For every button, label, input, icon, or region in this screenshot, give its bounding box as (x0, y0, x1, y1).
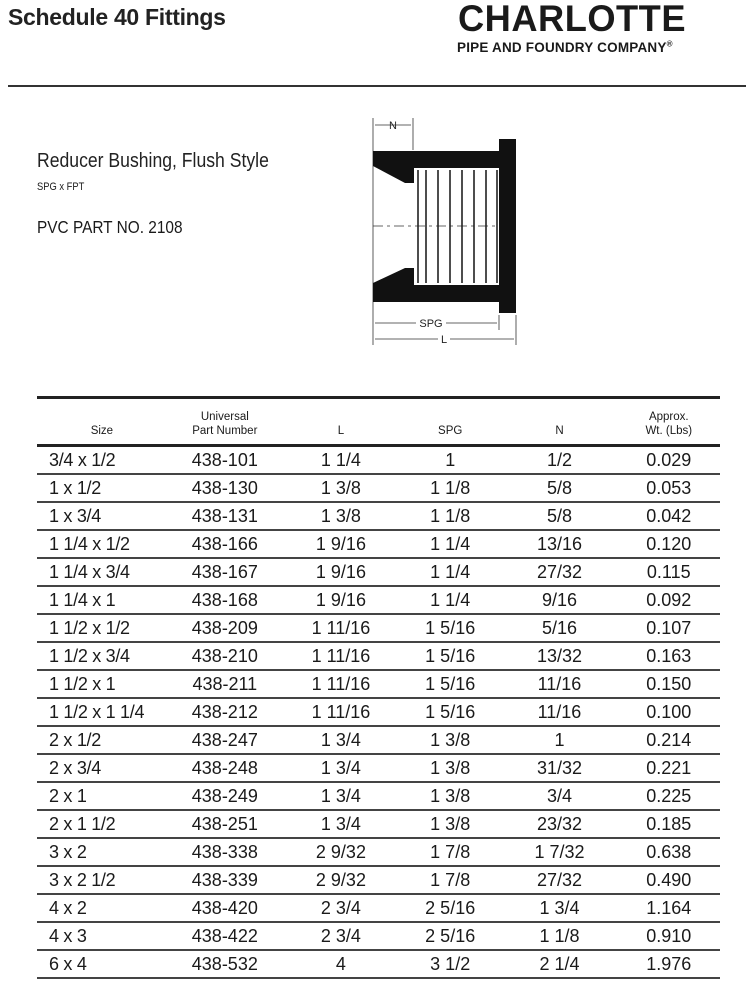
cell-size: 1 x 1/2 (49, 478, 101, 498)
cell-l: 1 3/8 (320, 478, 361, 498)
dimension-n-label: N (389, 120, 397, 132)
cell-weight: 0.053 (646, 478, 692, 498)
cell-weight: 0.225 (646, 786, 692, 806)
cell-n: 11/16 (537, 674, 582, 694)
cell-size: 1 1/4 x 1 (49, 590, 116, 610)
product-part-number: PVC PART NO. 2108 (37, 217, 183, 237)
cell-n: 13/16 (536, 534, 582, 554)
cell-spg: 1 (445, 450, 456, 470)
document-title: Schedule 40 Fittings (8, 4, 226, 30)
cell-n: 13/32 (536, 646, 582, 666)
cell-l: 2 3/4 (320, 926, 361, 946)
table-row (37, 502, 720, 530)
cell-weight: 0.638 (646, 842, 692, 862)
cell-n: 1 3/4 (539, 898, 580, 918)
cell-weight: 0.163 (646, 646, 692, 666)
cell-part-number: 438-101 (191, 450, 258, 470)
cell-size: 1 1/4 x 3/4 (49, 562, 130, 582)
cell-size: 1 1/2 x 1 (49, 674, 116, 694)
logo-subtitle-text: PIPE AND FOUNDRY COMPANY (457, 40, 667, 55)
cell-n: 5/8 (546, 506, 572, 526)
cell-part-number: 438-131 (191, 506, 258, 526)
cell-l: 2 9/32 (315, 842, 366, 862)
table-row (37, 670, 720, 698)
cell-weight: 1.976 (646, 954, 692, 974)
cell-n: 9/16 (541, 590, 577, 610)
table-row (37, 726, 720, 754)
table-row (37, 530, 720, 558)
cell-weight: 0.214 (646, 730, 692, 750)
cell-spg: 1 3/8 (430, 758, 471, 778)
product-connection: SPG x FPT (37, 181, 85, 193)
cell-size: 1 1/2 x 1 1/4 (49, 702, 145, 722)
column-header-size: Size (90, 425, 114, 437)
column-header-part-number: Universal Part Number (192, 411, 258, 437)
cell-spg: 1 5/16 (425, 618, 476, 638)
registered-mark: ® (666, 39, 673, 49)
header-divider (8, 85, 746, 87)
cell-l: 1 11/16 (311, 618, 371, 638)
cell-size: 2 x 3/4 (49, 758, 101, 778)
cell-part-number: 438-339 (191, 870, 258, 890)
cell-part-number: 438-249 (191, 786, 258, 806)
cell-weight: 1.164 (646, 898, 692, 918)
cell-spg: 1 1/4 (430, 562, 471, 582)
cell-l: 4 (335, 954, 346, 974)
cell-n: 23/32 (536, 814, 582, 834)
cell-weight: 0.221 (646, 758, 692, 778)
cell-spg: 1 1/8 (430, 506, 471, 526)
cell-part-number: 438-338 (191, 842, 258, 862)
cell-spg: 1 3/8 (430, 786, 471, 806)
cell-size: 3 x 2 1/2 (49, 870, 116, 890)
table-row (37, 866, 720, 894)
column-header-n: N (555, 425, 564, 437)
cell-part-number: 438-247 (191, 730, 258, 750)
cell-l: 1 9/16 (315, 590, 366, 610)
cell-size: 3/4 x 1/2 (49, 450, 116, 470)
cell-spg: 1 5/16 (425, 674, 476, 694)
cell-weight: 0.185 (646, 814, 692, 834)
table-row (37, 810, 720, 838)
cell-part-number: 438-422 (191, 926, 258, 946)
dimension-spg-label: SPG (419, 318, 443, 330)
cell-n: 1 (554, 730, 565, 750)
cell-part-number: 438-211 (192, 674, 258, 694)
cell-l: 1 3/4 (320, 814, 361, 834)
cell-weight: 0.100 (646, 702, 692, 722)
cell-part-number: 438-209 (191, 618, 258, 638)
table-row (37, 586, 720, 614)
cell-n: 31/32 (536, 758, 582, 778)
cell-part-number: 438-210 (191, 646, 258, 666)
cell-l: 1 11/16 (311, 702, 371, 722)
cell-l: 1 3/4 (320, 758, 361, 778)
cell-spg: 1 3/8 (430, 814, 471, 834)
cell-spg: 1 1/4 (430, 534, 471, 554)
cell-weight: 0.120 (646, 534, 692, 554)
dimension-l-label: L (440, 334, 448, 346)
cell-n: 27/32 (536, 562, 582, 582)
cell-size: 2 x 1 (49, 786, 87, 806)
cell-l: 1 3/8 (320, 506, 361, 526)
column-header-weight: Approx. Wt. (Lbs) (645, 411, 693, 437)
cell-spg: 1 7/8 (430, 870, 471, 890)
cell-n: 27/32 (536, 870, 582, 890)
cell-l: 1 11/16 (311, 674, 371, 694)
table-row (37, 446, 720, 475)
cell-size: 2 x 1 1/2 (49, 814, 116, 834)
cell-part-number: 438-251 (191, 814, 258, 834)
cell-l: 1 9/16 (315, 534, 366, 554)
cell-spg: 1 1/8 (430, 478, 471, 498)
cell-part-number: 438-168 (191, 590, 258, 610)
table-row (37, 474, 720, 502)
cell-size: 1 x 3/4 (49, 506, 101, 526)
cell-spg: 2 5/16 (425, 898, 476, 918)
table-row (37, 838, 720, 866)
cell-size: 1 1/2 x 3/4 (49, 646, 130, 666)
cell-size: 1 1/4 x 1/2 (49, 534, 130, 554)
cell-weight: 0.910 (646, 926, 692, 946)
cell-part-number: 438-420 (191, 898, 258, 918)
product-title: Reducer Bushing, Flush Style (37, 150, 269, 172)
cell-n: 11/16 (537, 702, 582, 722)
table-row (37, 614, 720, 642)
cell-n: 1/2 (546, 450, 572, 470)
company-logo-name: CHARLOTTE (458, 0, 687, 39)
cell-weight: 0.150 (646, 674, 692, 694)
cell-size: 4 x 3 (49, 926, 87, 946)
cell-l: 1 3/4 (320, 786, 361, 806)
cell-size: 6 x 4 (49, 954, 87, 974)
fittings-spec-table (37, 396, 720, 979)
cell-l: 1 9/16 (315, 562, 366, 582)
cell-part-number: 438-167 (191, 562, 258, 582)
table-row (37, 698, 720, 726)
cell-part-number: 438-212 (191, 702, 258, 722)
table-row (37, 782, 720, 810)
table-row (37, 950, 720, 978)
column-header-l: L (337, 425, 345, 437)
cell-part-number: 438-532 (191, 954, 258, 974)
company-logo-subtitle (457, 40, 673, 55)
cell-n: 1 7/32 (534, 842, 585, 862)
cell-l: 1 3/4 (320, 730, 361, 750)
cell-weight: 0.490 (646, 870, 692, 890)
cell-n: 1 1/8 (539, 926, 580, 946)
table-row (37, 922, 720, 950)
column-header-spg: SPG (438, 425, 463, 437)
table-row (37, 642, 720, 670)
table-body (37, 446, 720, 979)
cell-l: 2 3/4 (320, 898, 361, 918)
cell-weight: 0.107 (646, 618, 692, 638)
cell-part-number: 438-166 (191, 534, 258, 554)
cell-spg: 1 5/16 (425, 646, 476, 666)
cell-size: 4 x 2 (49, 898, 87, 918)
cell-spg: 1 7/8 (430, 842, 471, 862)
cell-spg: 1 1/4 (430, 590, 471, 610)
cell-weight: 0.042 (646, 506, 692, 526)
cell-weight: 0.029 (646, 450, 692, 470)
cell-part-number: 438-130 (191, 478, 258, 498)
cell-size: 3 x 2 (49, 842, 87, 862)
table-row (37, 754, 720, 782)
cell-spg: 3 1/2 (430, 954, 471, 974)
cell-spg: 2 5/16 (425, 926, 476, 946)
cell-l: 1 11/16 (311, 646, 371, 666)
reducer-bushing-diagram (360, 110, 530, 350)
cell-spg: 1 5/16 (425, 702, 476, 722)
cell-size: 2 x 1/2 (49, 730, 101, 750)
cell-n: 5/8 (546, 478, 572, 498)
cell-n: 3/4 (546, 786, 572, 806)
cell-spg: 1 3/8 (430, 730, 471, 750)
cell-n: 2 1/4 (539, 954, 580, 974)
cell-weight: 0.115 (646, 562, 691, 582)
cell-n: 5/16 (541, 618, 577, 638)
cell-l: 2 9/32 (315, 870, 366, 890)
table-header-row (37, 398, 720, 446)
cell-part-number: 438-248 (191, 758, 258, 778)
table-row (37, 894, 720, 922)
cell-weight: 0.092 (646, 590, 692, 610)
table-row (37, 558, 720, 586)
cell-size: 1 1/2 x 1/2 (49, 618, 130, 638)
cell-l: 1 1/4 (320, 450, 361, 470)
